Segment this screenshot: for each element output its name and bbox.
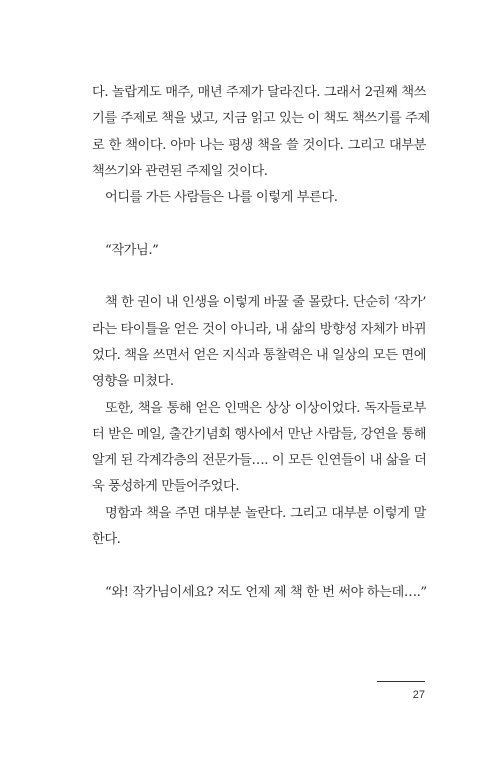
text-line: 터 받은 메일, 출간기념회 행사에서 만난 사람들, 강연을 통해 bbox=[92, 426, 427, 442]
body-text bbox=[92, 80, 430, 606]
text-line: 한다. bbox=[92, 532, 121, 548]
text-line: 다. 놀랍게도 매주, 매년 주제가 달라진다. 그래서 2권째 책쓰 bbox=[92, 85, 426, 100]
text-line: 라는 타이틀을 얻은 것이 아니라, 내 삶의 방향성 자체가 바뀌 bbox=[92, 321, 427, 337]
text-line: 또한, 책을 통해 얻은 인맥은 상상 이상이었다. 독자들로부 bbox=[105, 400, 426, 416]
blank-line bbox=[92, 264, 426, 290]
text-line: 로 한 책이다. 아마 나는 평생 책을 쓸 것이다. 그리고 대부분 bbox=[92, 137, 426, 153]
text-line: 었다. 책을 쓰면서 얻은 지식과 통찰력은 내 일상의 모든 면에 bbox=[92, 347, 427, 363]
text-line: 어디를 가든 사람들은 나를 이렇게 부른다. bbox=[105, 190, 338, 206]
page-number: 27 bbox=[412, 689, 425, 701]
text-line: 영향을 미쳤다. bbox=[92, 374, 174, 390]
text-line: 책쓰기와 관련된 주제일 것이다. bbox=[92, 163, 268, 179]
blank-line bbox=[92, 211, 426, 237]
quote-line: “작가님.” bbox=[105, 242, 159, 258]
blank-line bbox=[92, 553, 426, 579]
text-line: 알게 된 각계각층의 전문가들…. 이 모든 인연들이 내 삶을 더 bbox=[92, 453, 427, 469]
text-line: 명함과 책을 주면 대부분 놀란다. 그리고 대부분 이렇게 말 bbox=[105, 505, 426, 521]
text-line: 욱 풍성하게 만들어주었다. bbox=[92, 479, 240, 495]
text-line: 기를 주제로 책을 냈고, 지금 읽고 있는 이 책도 책쓰기를 주제 bbox=[92, 111, 430, 127]
page-number-rule bbox=[377, 681, 425, 682]
quote-line: “와! 작가님이세요? 저도 언제 제 책 한 번 써야 하는데….” bbox=[105, 584, 427, 600]
text-line: 책 한 권이 내 인생을 이렇게 바꿀 줄 몰랐다. 단순히 ‘작가’ bbox=[105, 295, 426, 311]
